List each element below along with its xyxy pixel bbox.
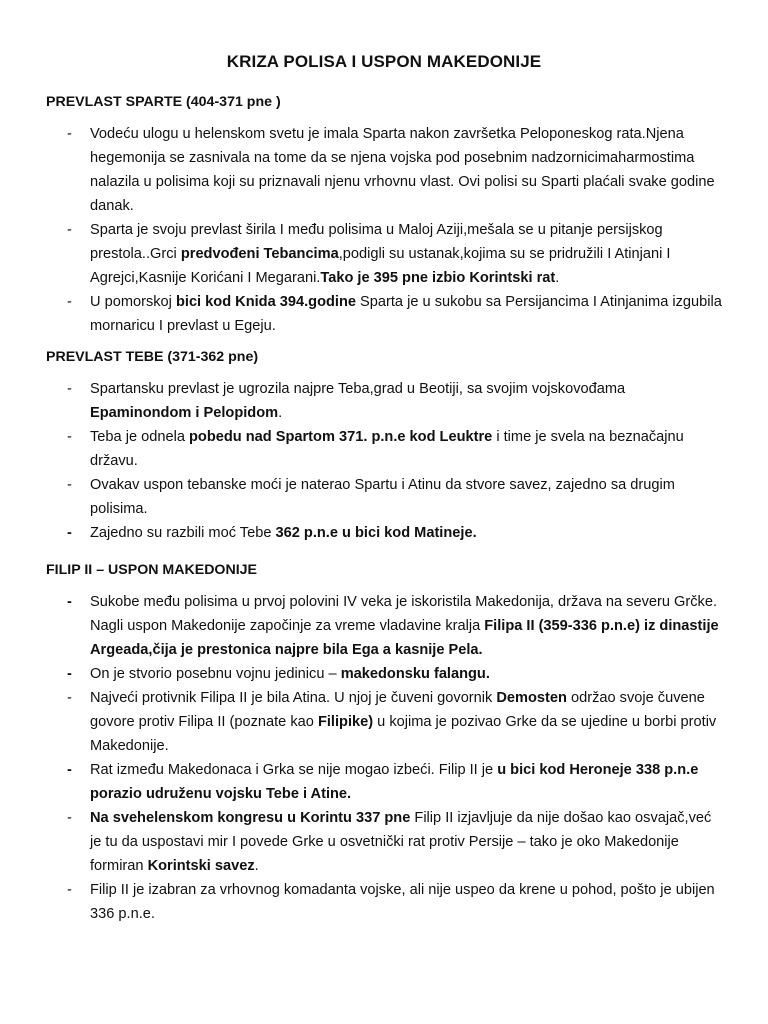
bullet-dash: - [67,666,72,682]
text-segment: U pomorskoj [90,294,176,310]
bold-text: Korintski savez [147,858,255,874]
list-item [46,290,726,338]
bullet-list [46,590,726,926]
bold-text: pobedu nad Spartom 371. p.n.e kod Leuktre [189,429,493,445]
section-sparta [46,92,726,338]
list-item [46,686,726,758]
text-segment: Filip II izjavljuje da nije došao kao osvajač,već je tu da uspostavi mir I povede Grke u osvetnički rat protiv Persije – tako je oko Makedonije formiran [90,810,712,874]
text-segment: Filip II je izabran za vrhovnog komadanta vojske, ali nije uspeo da krene u pohod, pošto je ubijen 336 p.n.e. [90,882,715,922]
bullet-dash: - [67,594,72,610]
bullet-dash: - [67,429,72,445]
section-filip [46,560,726,926]
bullet-dash: - [67,882,72,898]
bullet-dash: - [67,690,72,706]
list-item [46,122,726,218]
text-segment: u kojima je pozivao Grke da se ujedine u borbi protiv Makedonije. [90,714,717,754]
text-segment: . [555,270,560,286]
text-segment: Rat između Makedonaca i Grka se nije mogao izbeći. Filip II je [90,762,498,778]
section-heading: FILIP II – USPON MAKEDONIJE [46,562,258,578]
bold-text: Filipa II (359-336 p.n.e) iz dinastije Argeada,čija je prestonica najpre bila Ega a kasnije Pela. [90,618,719,658]
bold-text: Tako je 395 pne izbio Korintski rat [320,270,556,286]
bullet-list [46,122,726,338]
text-segment: održao svoje čuvene govore protiv Filipa II (poznate kao [90,690,705,730]
text-segment: Teba je odnela [90,429,189,445]
bullet-dash: - [67,477,72,493]
list-item [46,878,726,926]
bold-text: predvođeni Tebancima [180,246,339,262]
section-heading: PREVLAST SPARTE (404-371 pne ) [46,94,281,110]
text-segment: i time je svela na beznačajnu državu. [90,429,684,469]
bold-text: Na svehelenskom kongresu u Korintu 337 pne [90,810,411,826]
bold-text: bici kod Knida 394.godine [175,294,356,310]
text-segment: Vodeću ulogu u helenskom svetu je imala Sparta nakon završetka Peloponeskog rata.Njena hegemonija se zasnivala na tome da se njena vojska pod posebnim nadzornicimaharmostima nalazila u polisima koji su priznavali njenu vrhovnu vlast. Ovi polisi su Sparti plaćali svake godine danak. [90,126,715,214]
page-title: KRIZA POLISA I USPON MAKEDONIJE [226,52,542,71]
bullet-dash: - [67,222,72,238]
bold-text: Demosten [496,690,567,706]
text-segment: . [278,405,283,421]
list-item [46,521,726,545]
text-segment: ,podigli su ustanak,kojima su se pridružili I Atinjani I Agrejci,Kasnije Korićani I Megarani. [90,246,671,286]
bold-text: Filipike) [317,714,374,730]
bullet-dash: - [67,762,72,778]
bullet-dash: - [67,126,72,142]
section-teba [46,347,726,545]
bullet-dash: - [67,381,72,397]
bullet-dash: - [67,810,72,826]
text-segment: Sparta je u sukobu sa Persijancima I Atinjanima izgubila mornaricu I prevlast u Egeju. [90,294,722,334]
text-segment: Sparta je svoju prevlast širila I među polisima u Maloj Aziji,mešala se u pitanje persijskog prestola..Grci [90,222,663,262]
list-item [46,425,726,473]
list-item [46,662,726,686]
text-segment: Najveći protivnik Filipa II je bila Atina. U njoj je čuveni govornik [90,690,497,706]
section-heading: PREVLAST TEBE (371-362 pne) [46,349,259,365]
text-segment: Spartansku prevlast je ugrozila najpre Teba,grad u Beotiji, sa svojim vojskovođama [90,381,626,397]
bullet-dash: - [67,294,72,310]
text-segment: Zajedno su razbili moć Tebe [90,525,276,541]
list-item [46,590,726,662]
text-segment: Ovakav uspon tebanske moći je naterao Spartu i Atinu da stvore savez, zajedno sa drugim polisima. [90,477,675,517]
list-item [46,806,726,878]
bullet-dash: - [67,525,72,541]
bold-text: 362 p.n.e u bici kod Matineje. [275,525,477,541]
text-segment: . [254,858,259,874]
bold-text: u bici kod Heroneje 338 p.n.e porazio udruženu vojsku Tebe i Atine. [90,762,699,802]
bold-text: makedonsku falangu. [340,666,490,682]
bullet-list [46,377,726,545]
text-segment: Sukobe među polisima u prvoj polovini IV veka je iskoristila Makedonija, država na severu Grčke. Nagli uspon Makedonije započinje za vreme vladavine kralja [90,594,718,634]
list-item [46,218,726,290]
list-item [46,473,726,521]
bold-text: Epaminondom i Pelopidom [90,405,279,421]
text-segment: On je stvorio posebnu vojnu jedinicu – [90,666,341,682]
list-item [46,758,726,806]
list-item [46,377,726,425]
